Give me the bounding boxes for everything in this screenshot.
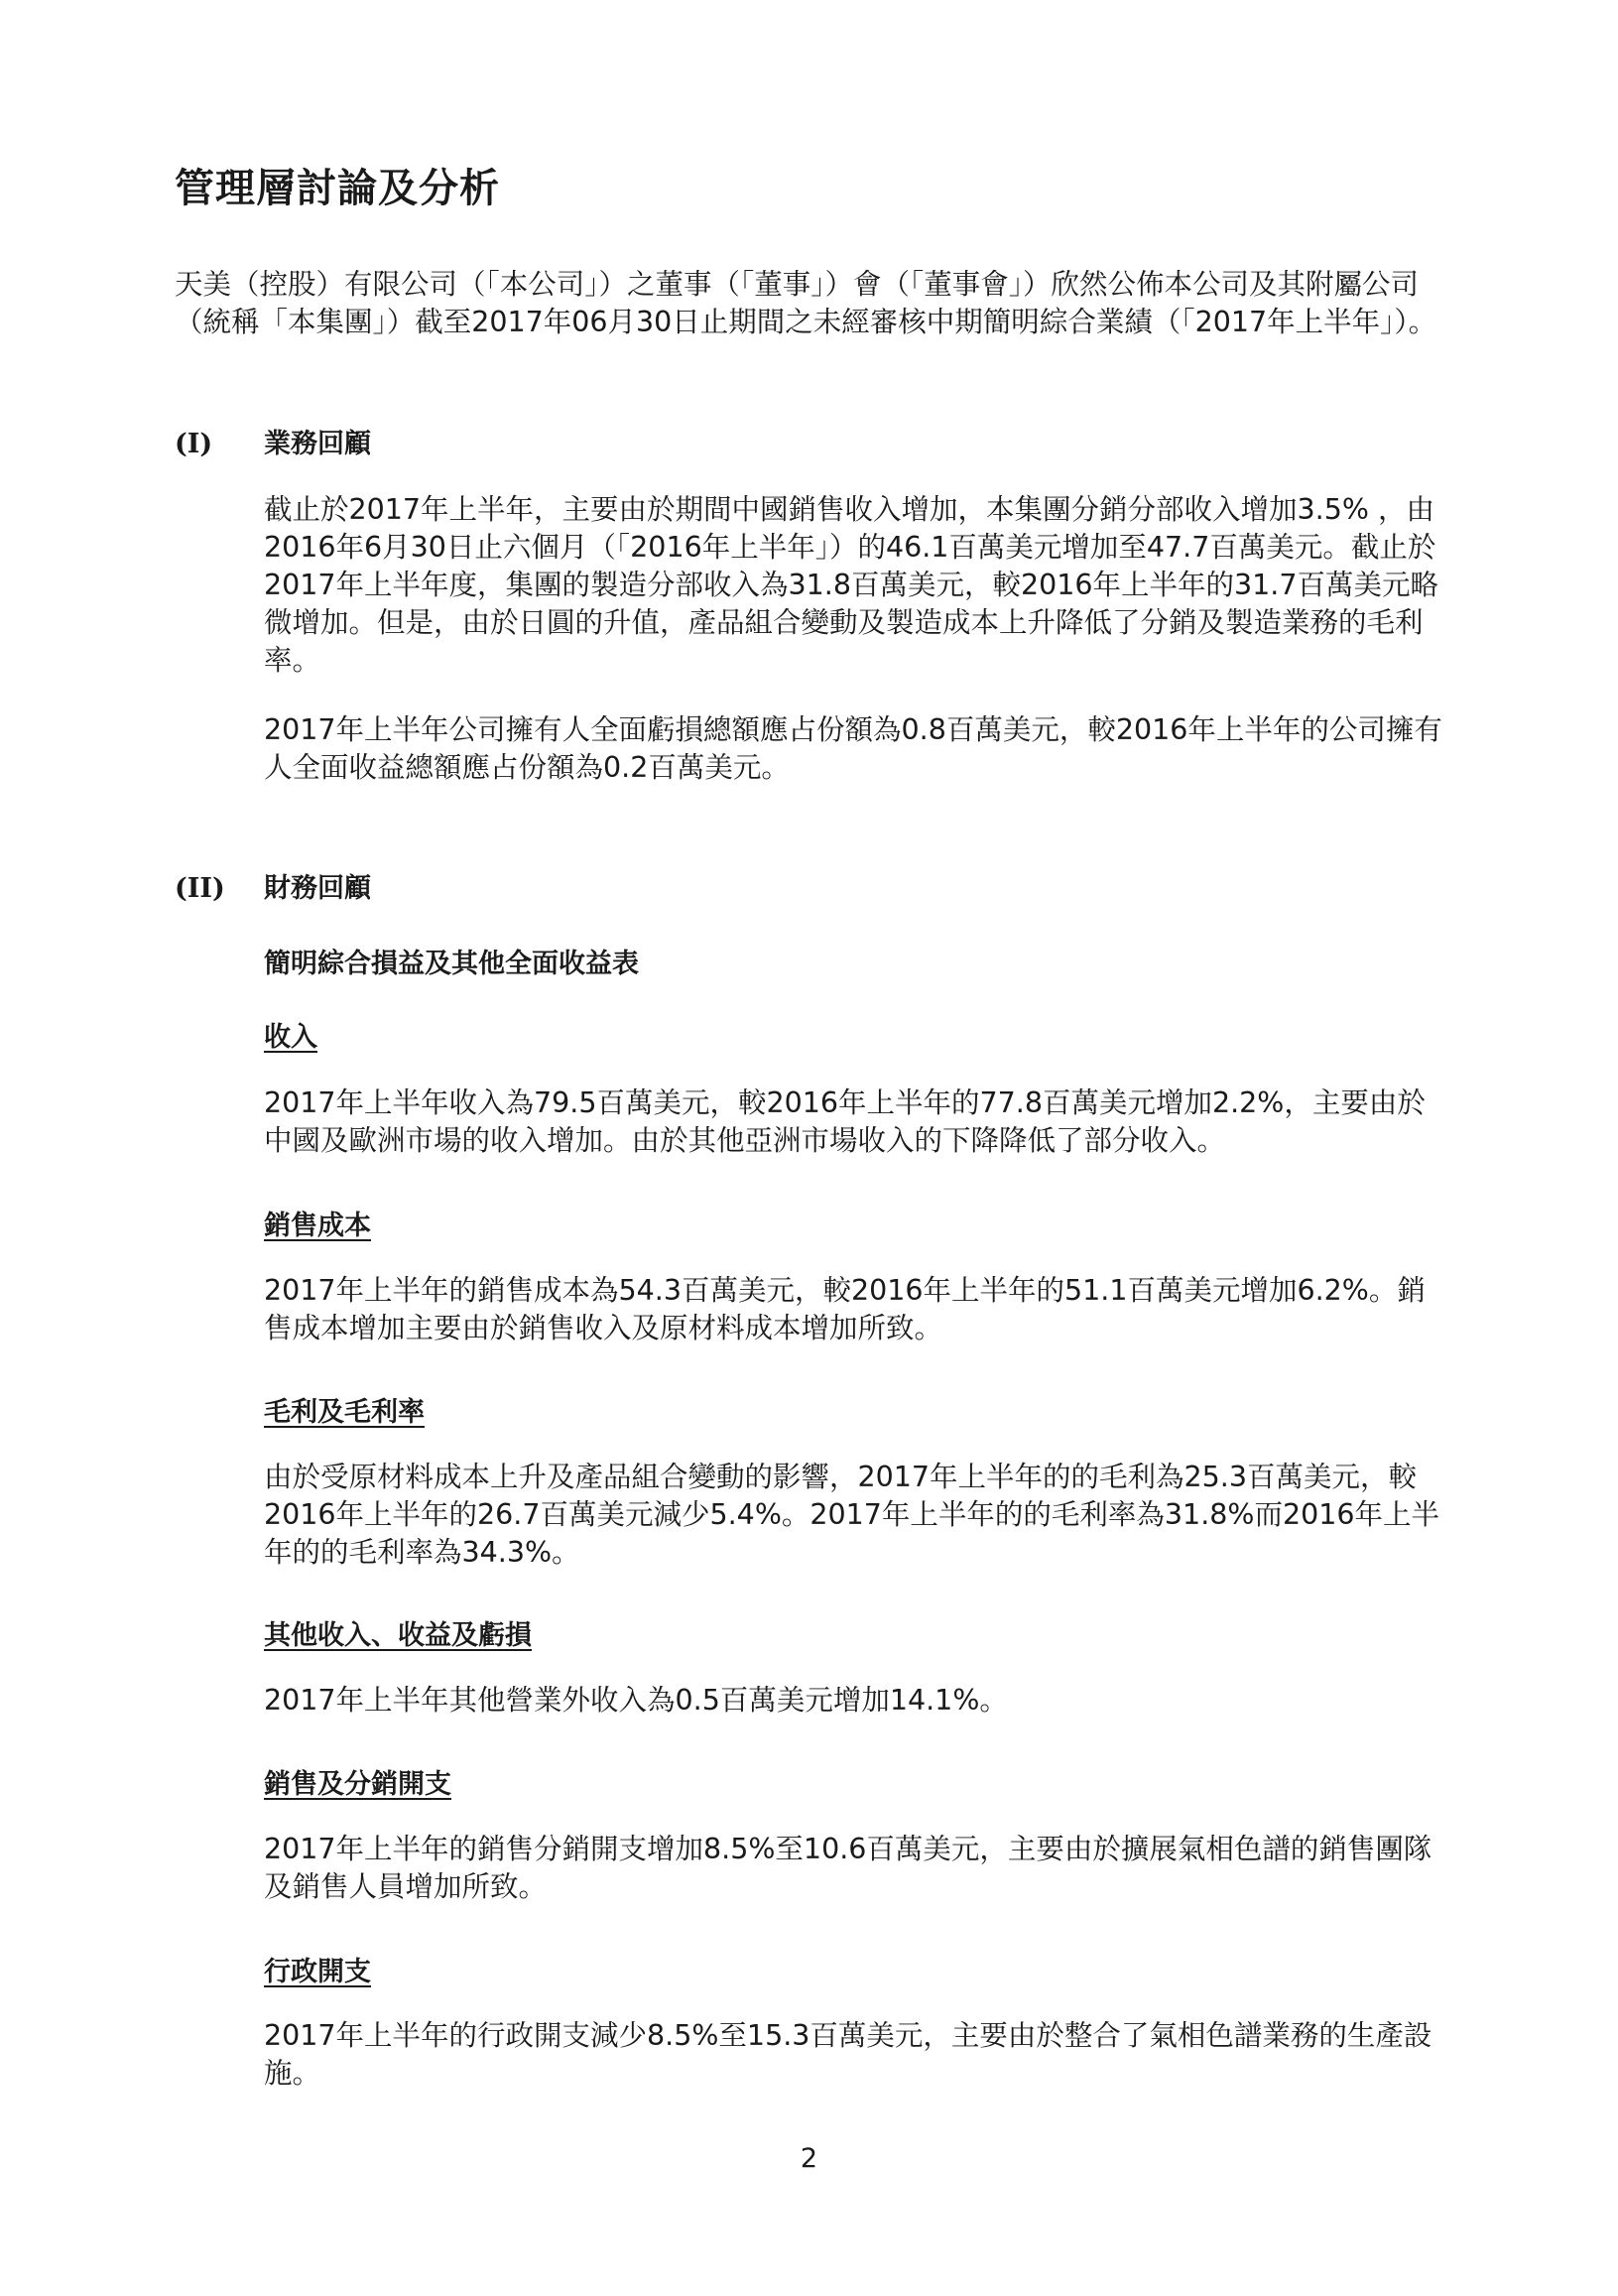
section-number: (II) (175, 873, 225, 904)
section-title: 財務回顧 (264, 873, 371, 904)
business-review-paragraph-2: 2017年上半年公司擁有人全面虧損總額應占份額為0.8百萬美元，較2016年上半年的公司擁有人全面收益總額應占份額為0.2百萬美元。 (264, 713, 1442, 784)
cost-of-sales-paragraph: 2017年上半年的銷售成本為54.3百萬美元，較2016年上半年的51.1百萬美元增加6.2%。銷售成本增加主要由於銷售收入及原材料成本增加所致。 (264, 1274, 1426, 1344)
section-heading-business-review (175, 422, 371, 460)
section-number: (I) (175, 429, 213, 459)
admin-expenses-heading: 行政開支 (264, 1957, 371, 1987)
other-income-heading: 其他收入、收益及虧損 (264, 1620, 532, 1651)
gross-profit-paragraph: 由於受原材料成本上升及產品組合變動的影響，2017年上半年的的毛利為25.3百萬美元，較2016年上半年的26.7百萬美元減少5.4%。2017年上半年的的毛利率為31.8%而2016年上半年的的毛利率為34.3%。 (264, 1461, 1439, 1569)
page-number: 2 (800, 2143, 818, 2174)
business-review-paragraph-1: 截止於2017年上半年，主要由於期間中國銷售收入增加，本集團分銷分部收入增加3.5% ，由2016年6月30日止六個月（「2016年上半年」）的46.1百萬美元增加至47.7百萬美元。截止於2017年上半年度，集團的製造分部收入為31.8百萬美元，較2016年上半年的31.7百萬美元略微增加。但是，由於日圓的升值，產品組合變動及製造成本上升降低了分銷及製造業務的毛利率。 (264, 493, 1438, 677)
revenue-heading: 收入 (264, 1022, 317, 1053)
page-title: 管理層討論及分析 (175, 166, 500, 211)
selling-expenses-heading: 銷售及分銷開支 (264, 1769, 451, 1800)
intro-paragraph: 天美（控股）有限公司（「本公司」）之董事（「董事」）會（「董事會」）欣然公佈本公司及其附屬公司（統稱「本集團」）截至2017年06月30日止期間之未經審核中期簡明綜合業績（「2017年上半年」）。 (175, 268, 1437, 338)
selling-expenses-paragraph: 2017年上半年的銷售分銷開支增加8.5%至10.6百萬美元，主要由於擴展氣相色譜的銷售團隊及銷售人員增加所致。 (264, 1833, 1432, 1903)
revenue-paragraph: 2017年上半年收入為79.5百萬美元，較2016年上半年的77.8百萬美元增加2.2%，主要由於中國及歐洲市場的收入增加。由於其他亞洲市場收入的下降降低了部分收入。 (264, 1086, 1426, 1157)
statement-title: 簡明綜合損益及其他全面收益表 (264, 949, 639, 979)
cost-of-sales-heading: 銷售成本 (264, 1211, 371, 1241)
gross-profit-heading: 毛利及毛利率 (264, 1397, 425, 1428)
section-title: 業務回顧 (264, 429, 371, 459)
admin-expenses-paragraph: 2017年上半年的行政開支減少8.5%至15.3百萬美元，主要由於整合了氣相色譜業務的生產設施。 (264, 2019, 1432, 2090)
section-heading-financial-review (175, 866, 371, 905)
other-income-paragraph: 2017年上半年其他營業外收入為0.5百萬美元增加14.1%。 (264, 1684, 1008, 1717)
